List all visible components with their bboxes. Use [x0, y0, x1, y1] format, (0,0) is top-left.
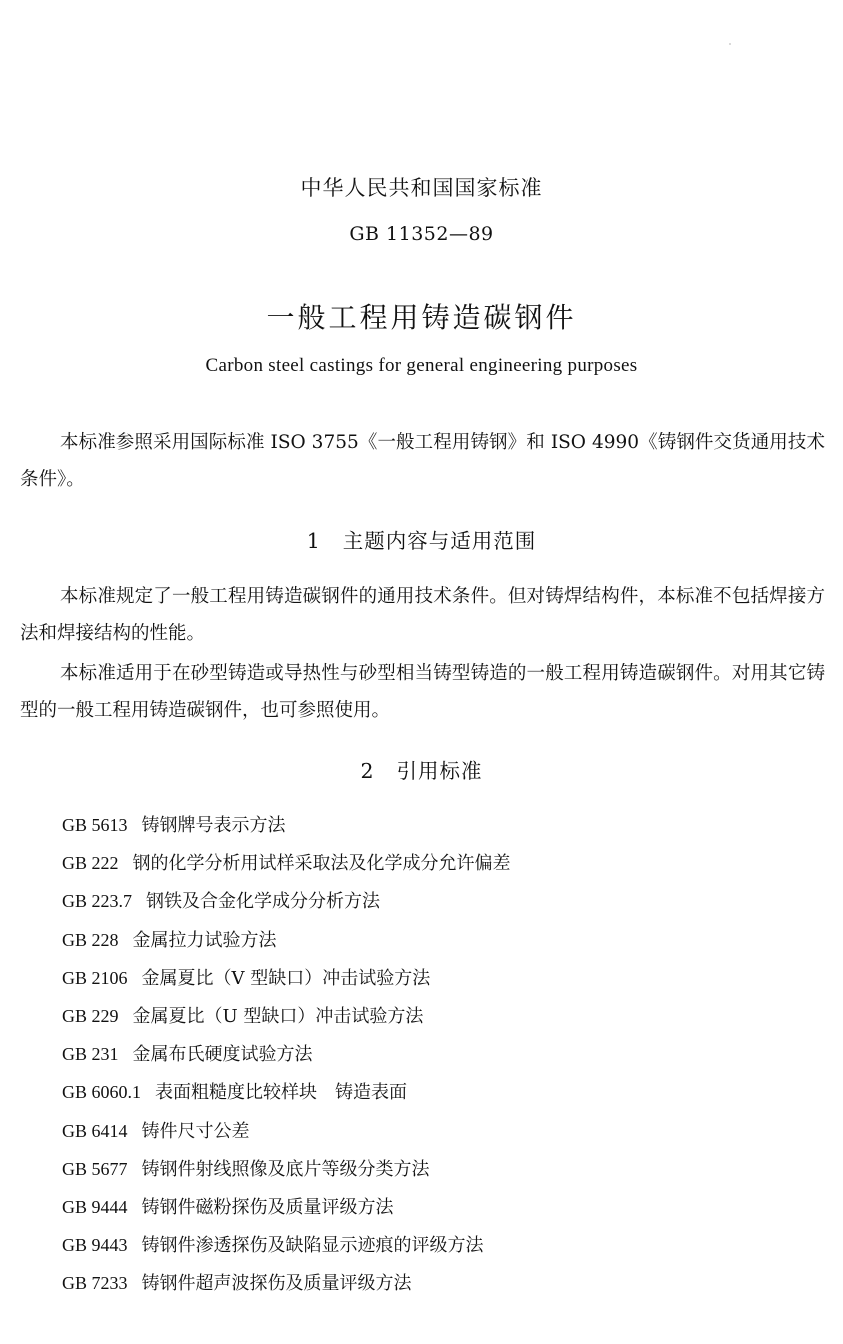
reference-title: 金属夏比（U 型缺口）冲击试验方法 — [132, 1005, 424, 1027]
reference-code: GB 231 — [62, 1044, 119, 1065]
reference-item — [62, 1035, 511, 1073]
intro-paragraph: 本标准参照采用国际标准 ISO 3755《一般工程用铸钢》和 ISO 4990《铸钢件交货通用技术条件》。 — [20, 432, 825, 490]
reference-code: GB 9444 — [62, 1196, 128, 1217]
document-title-zh: 一般工程用铸造碳钢件 — [266, 301, 577, 334]
section-1-title: 主题内容与适用范围 — [342, 529, 537, 553]
scan-speck — [729, 43, 731, 45]
reference-code: GB 7233 — [62, 1273, 128, 1294]
section-1-paragraph-1: 本标准规定了一般工程用铸造碳钢件的通用技术条件。但对铸焊结构件，本标准不包括焊接方法和焊接结构的性能。 — [20, 586, 825, 644]
section-2-title: 引用标准 — [396, 759, 483, 783]
section-2-number: 2 — [360, 759, 375, 783]
reference-item — [62, 882, 511, 920]
reference-list — [62, 806, 511, 1302]
reference-code: GB 229 — [62, 1005, 119, 1026]
reference-code: GB 5677 — [62, 1158, 128, 1179]
section-1-paragraph-2: 本标准适用于在砂型铸造或导热性与砂型相当铸型铸造的一般工程用铸造碳钢件。对用其它铸型的一般工程用铸造碳钢件，也可参照使用。 — [20, 663, 825, 721]
reference-code: GB 5613 — [62, 815, 128, 835]
reference-title: 铸钢牌号表示方法 — [141, 815, 286, 836]
reference-item — [62, 1226, 511, 1264]
reference-title: 铸件尺寸公差 — [141, 1120, 250, 1142]
reference-title: 金属拉力试验方法 — [132, 929, 277, 951]
reference-item — [62, 844, 511, 882]
reference-code: GB 222 — [62, 853, 119, 874]
reference-title: 铸钢件射线照像及底片等级分类方法 — [141, 1158, 430, 1180]
reference-item — [62, 959, 511, 997]
reference-title: 铸钢件磁粉探伤及质量评级方法 — [141, 1196, 394, 1218]
reference-item — [62, 1188, 511, 1226]
reference-title: 铸钢件渗透探伤及缺陷显示迹痕的评级方法 — [141, 1235, 484, 1257]
reference-code: GB 228 — [62, 929, 119, 950]
reference-item — [62, 921, 511, 959]
reference-code: GB 6060.1 — [62, 1082, 142, 1103]
reference-title: 金属布氏硬度试验方法 — [132, 1044, 313, 1066]
reference-title: 表面粗糙度比较样块 铸造表面 — [155, 1082, 408, 1104]
reference-code: GB 223.7 — [62, 891, 133, 912]
reference-code: GB 9443 — [62, 1235, 128, 1256]
reference-code: GB 2106 — [62, 967, 128, 988]
section-1-number: 1 — [306, 529, 321, 553]
reference-title: 钢的化学分析用试样采取法及化学成分允许偏差 — [132, 853, 511, 875]
reference-item — [62, 1150, 511, 1188]
reference-title: 金属夏比（V 型缺口）冲击试验方法 — [141, 967, 431, 989]
national-standard-label: 中华人民共和国国家标准 — [300, 176, 543, 200]
reference-title: 铸钢件超声波探伤及质量评级方法 — [141, 1273, 412, 1295]
reference-item — [62, 806, 511, 844]
reference-item — [62, 997, 511, 1035]
section-2-heading — [0, 754, 843, 784]
reference-item — [62, 1112, 511, 1150]
reference-item — [62, 1073, 511, 1111]
standard-code: GB 11352—89 — [349, 223, 494, 245]
section-1-heading — [0, 524, 843, 554]
reference-title: 钢铁及合金化学成分分析方法 — [146, 891, 381, 913]
reference-code: GB 6414 — [62, 1120, 128, 1141]
reference-item — [62, 1264, 511, 1302]
document-title-en: Carbon steel castings for general engineering purposes — [205, 355, 638, 376]
